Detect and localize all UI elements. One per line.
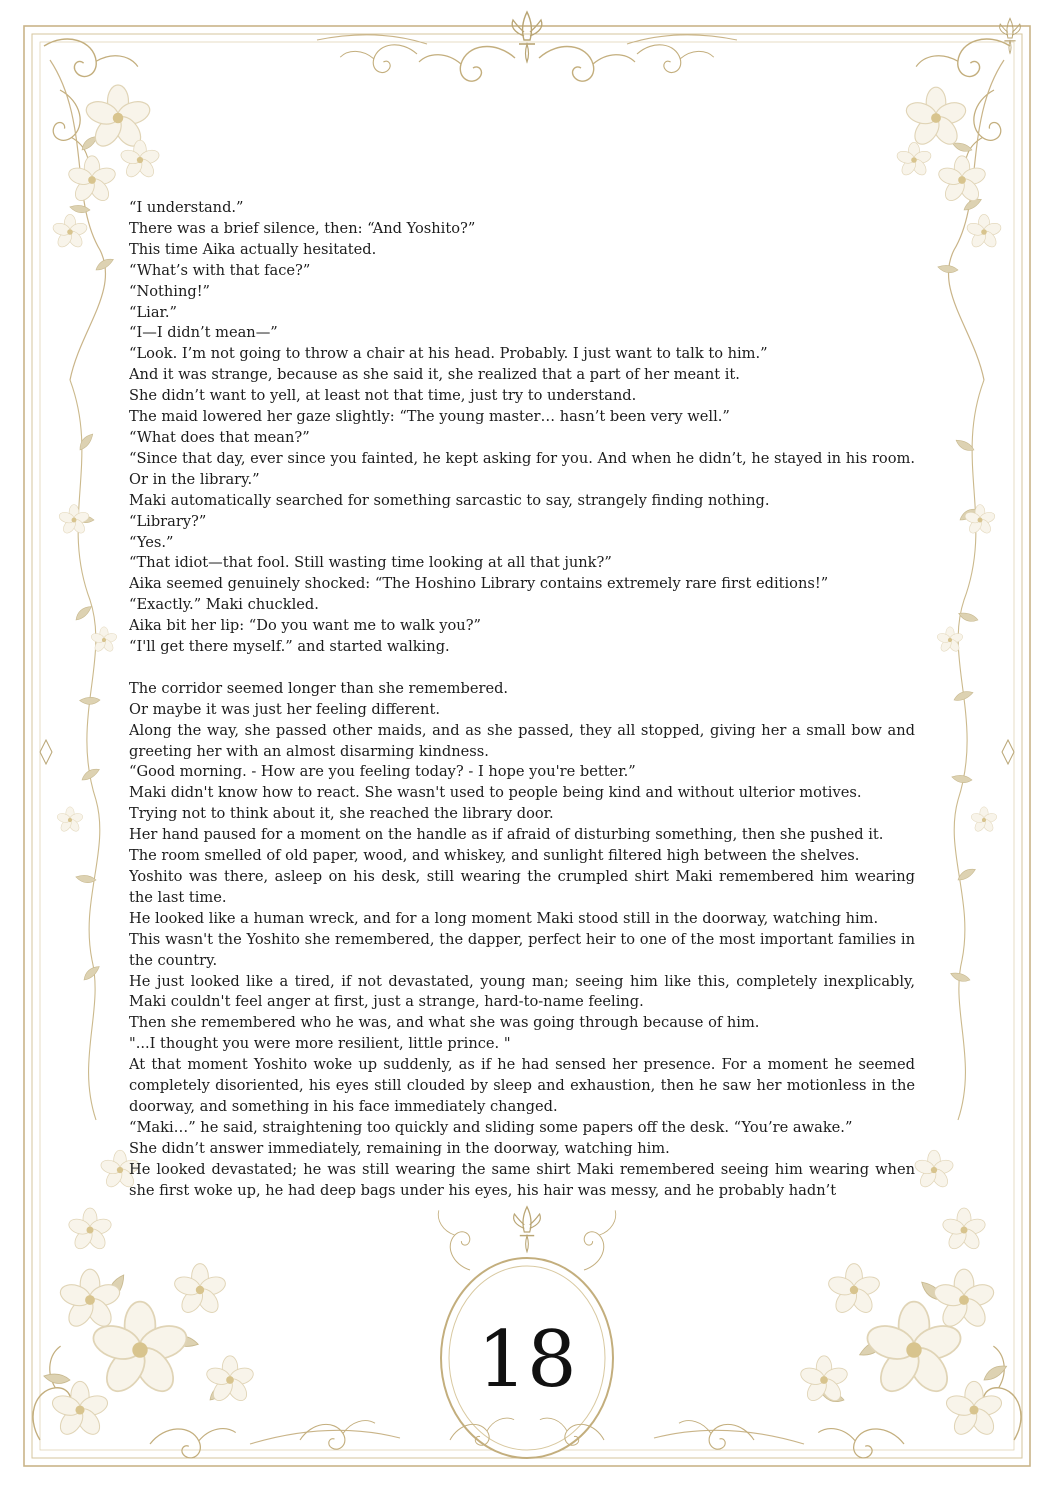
right-vine — [936, 380, 998, 1120]
paragraph: Or maybe it was just her feeling different. — [129, 700, 440, 718]
paragraph: “What does that mean?” — [129, 428, 310, 446]
page-number: 18 — [477, 1315, 577, 1405]
paragraph: The room smelled of old paper, wood, and whiskey, and sunlight filtered high between the shelves. — [129, 847, 860, 865]
paragraph: This wasn't the Yoshito she remembered, the dapper, perfect heir to one of the most important families in the country. — [129, 930, 915, 969]
paragraph: The maid lowered her gaze slightly: “The young master… hasn’t been very well.” — [129, 408, 730, 426]
fleur-de-lis-icon — [512, 12, 542, 62]
paragraph: The corridor seemed longer than she remembered. — [129, 679, 509, 697]
paragraph: Yoshito was there, asleep on his desk, still wearing the crumpled shirt Maki remembered him wearing the last time. — [129, 867, 915, 906]
blank-line — [129, 658, 915, 679]
paragraph: Aika bit her lip: “Do you want me to walk you?” — [129, 617, 481, 635]
paragraph: "...I thought you were more resilient, little prince. " — [129, 1035, 511, 1053]
paragraph: “Exactly.” Maki chuckled. — [129, 596, 319, 614]
paragraph: Then she remembered who he was, and what she was going through because of him. — [129, 1014, 760, 1032]
paragraph: “That idiot—that fool. Still wasting time looking at all that junk?” — [129, 554, 612, 572]
paragraph: “Yes.” — [129, 533, 174, 551]
body-text — [129, 198, 915, 1214]
paragraph: He just looked like a tired, if not devastated, young man; seeing him like this, completely inexplicably, Maki couldn't feel anger at first, just a strange, hard-to-name feeling. — [129, 972, 915, 1011]
paragraph: There was a brief silence, then: “And Yoshito?” — [129, 219, 476, 237]
paragraph: “Maki…” he said, straightening too quickly and sliding some papers off the desk. “You’re awake.” — [129, 1118, 853, 1136]
paragraph: And it was strange, because as she said it, she realized that a part of her meant it. — [129, 366, 740, 384]
fleur-de-lis-icon — [1000, 18, 1021, 53]
paragraph: Trying not to think about it, she reached the library door. — [129, 805, 554, 823]
paragraph: Maki automatically searched for something sarcastic to say, strangely finding nothing. — [129, 491, 770, 509]
paragraph: Maki didn't know how to react. She wasn't used to people being kind and without ulterior motives. — [129, 784, 862, 802]
paragraph: “Look. I’m not going to throw a chair at his head. Probably. I just want to talk to him.” — [129, 345, 768, 363]
paragraph: She didn’t answer immediately, remaining in the doorway, watching him. — [129, 1139, 670, 1157]
paragraph: “I'll get there myself.” and started walking. — [129, 638, 450, 656]
paragraph: She didn’t want to yell, at least not that time, just try to understand. — [129, 387, 637, 405]
paragraph: This time Aika actually hesitated. — [129, 240, 377, 258]
paragraph: “Liar.” — [129, 303, 177, 321]
paragraph: “I understand.” — [129, 199, 244, 216]
paragraph: Aika seemed genuinely shocked: “The Hoshino Library contains extremely rare first editions!” — [129, 575, 829, 593]
paragraph: He looked devastated; he was still wearing the same shirt Maki remembered seeing him wearing when she first woke up, he had deep bags under his eyes, his hair was messy, and he probably hadn’t — [129, 1160, 915, 1199]
paragraph: Her hand paused for a moment on the handle as if afraid of disturbing something, then she pushed it. — [129, 826, 884, 844]
paragraph: “Nothing!” — [129, 282, 211, 300]
paragraph: “Since that day, ever since you fainted, he kept asking for you. And when he didn’t, he stayed in his room. Or in the library.” — [129, 449, 915, 488]
paragraph: “Library?” — [129, 512, 207, 530]
paragraph: “What’s with that face?” — [129, 261, 311, 279]
paragraph: “Good morning. - How are you feeling today? - I hope you're better.” — [129, 763, 636, 781]
paragraph: “I—I didn’t mean—” — [129, 324, 278, 342]
paragraph: He looked like a human wreck, and for a long moment Maki stood still in the doorway, watching him. — [129, 909, 879, 927]
paragraph: Along the way, she passed other maids, and as she passed, they all stopped, giving her a small bow and greeting her with an almost disarming kindness. — [129, 721, 915, 760]
paragraph: At that moment Yoshito woke up suddenly, as if he had sensed her presence. For a moment he seemed completely disoriented, his eyes still clouded by sleep and exhaustion, then he saw her motionless in the doorway, and something in his face immediately changed. — [129, 1056, 915, 1115]
